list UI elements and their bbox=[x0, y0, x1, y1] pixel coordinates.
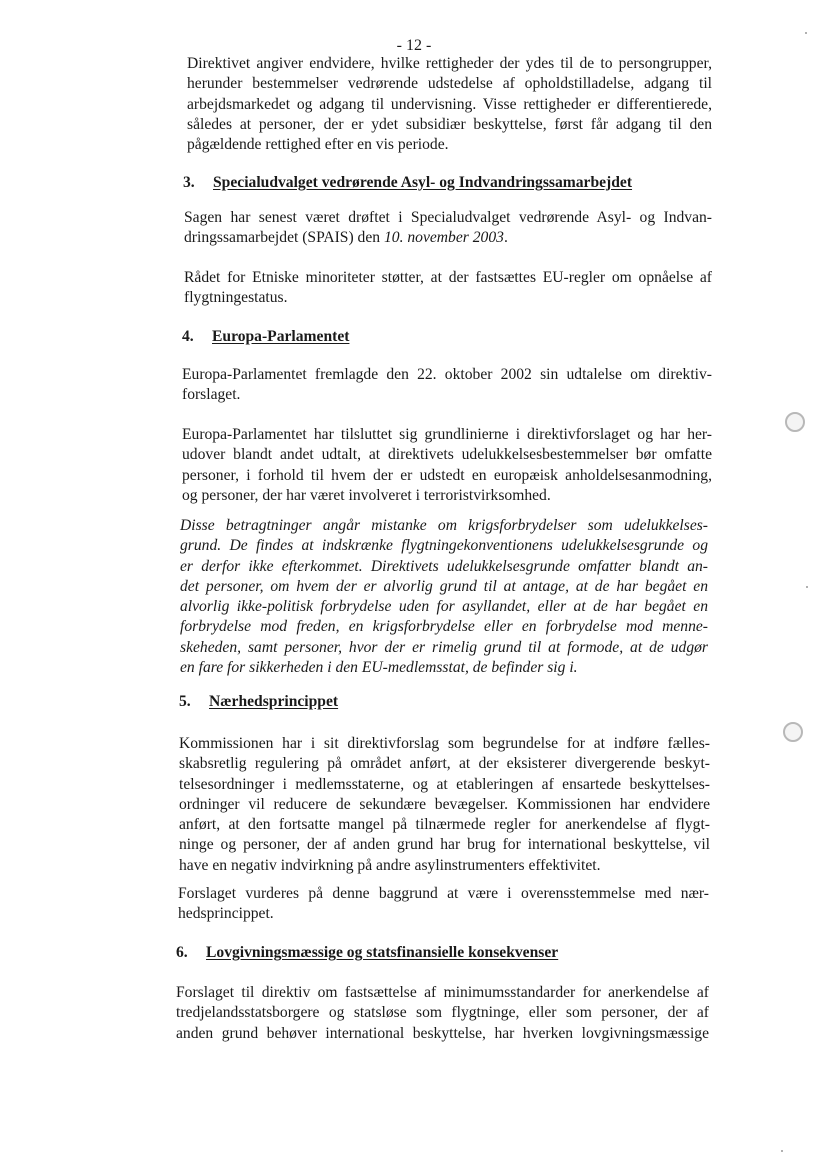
section-title: Nærhedsprincippet bbox=[209, 693, 339, 710]
text-line: Europa-Parlamentet har tilsluttet sig grundlinierne i direktivforslaget og har her- bbox=[182, 426, 712, 443]
intro-paragraph bbox=[187, 54, 712, 155]
text-line: Sagen har senest været drøftet i Specialudvalget vedrørende Asyl- og Indvan- bbox=[184, 209, 712, 226]
section-4-paragraph-2 bbox=[182, 425, 712, 506]
text-line: grund. De findes at indskrænke flygtningekonventionens udelukkelsesgrunde og bbox=[180, 537, 708, 555]
text-line: en fare for sikkerheden i den EU-medlemsstat, de befinder sig i. bbox=[180, 659, 578, 677]
text-line: anført, at den fortsatte mangel på tilnærmede regler for anerkendelse af flygt- bbox=[179, 816, 710, 834]
section-number: 6. bbox=[176, 944, 188, 961]
text-line: anden grund behøver international beskyttelse, har hverken lovgivningsmæssige bbox=[176, 1024, 709, 1042]
scan-speck bbox=[806, 586, 808, 588]
text-line: skeheden, samt personer, hvor der er rimelig grund til at formode, at de udgør bbox=[180, 638, 708, 656]
text-line bbox=[184, 228, 712, 248]
text-line: have en negativ indvirkning på andre asylinstrumenters effektivitet. bbox=[179, 856, 601, 874]
section-4-paragraph-1 bbox=[182, 365, 712, 406]
text-line: Disse betragtninger angår mistanke om krigsforbrydelser som udelukkelses- bbox=[180, 517, 708, 534]
section-5-paragraph-2 bbox=[178, 884, 709, 925]
page-number: - 12 - bbox=[396, 37, 432, 54]
text-line: personer, i forhold til hvem der er udstedt en europæisk anholdelsesanmodning, bbox=[182, 466, 712, 484]
section-6-heading bbox=[176, 944, 558, 962]
text-line: Forslaget vurderes på denne baggrund at være i overensstemmelse med nær- bbox=[178, 885, 709, 902]
section-5-heading bbox=[179, 693, 338, 711]
text-line: udover blandt andet udtalt, at direktivets udelukkelsesbestemmelser bør omfatte bbox=[182, 446, 712, 464]
punch-hole-icon bbox=[785, 412, 805, 432]
text-line: ordninger vil reducere de sekundære bevægelser. Kommissionen har endvidere bbox=[179, 795, 710, 813]
text-line: Direktivet angiver endvidere, hvilke rettigheder der ydes til de to persongrupper, bbox=[187, 55, 712, 72]
text-line: skabsretlig regulering på området anført, at der eksisterer divergerende beskyt- bbox=[179, 755, 710, 773]
section-3-heading bbox=[183, 174, 632, 192]
section-3-paragraph-2 bbox=[184, 268, 712, 309]
text-fragment: dringssamarbejdet (SPAIS) den bbox=[184, 229, 384, 247]
text-line: således at personer, der er ydet subsidiær beskyttelse, først får adgang til den bbox=[187, 115, 712, 133]
text-line: herunder bestemmelser vedrørende udstedelse af opholdstilladelse, adgang til bbox=[187, 75, 712, 93]
text-line: Europa-Parlamentet fremlagde den 22. oktober 2002 sin udtalelse om direktiv- bbox=[182, 366, 712, 383]
section-title: Europa-Parlamentet bbox=[212, 328, 350, 345]
scan-speck bbox=[805, 32, 807, 34]
text-line: Kommissionen har i sit direktivforslag som begrundelse for at indføre fælles- bbox=[179, 735, 710, 752]
text-line: alvorlig ikke-politisk forbrydelse uden for asyllandet, eller at de har begået en bbox=[180, 598, 708, 616]
section-5-paragraph-1 bbox=[179, 734, 710, 876]
text-line: pågældende rettighed efter en vis periode. bbox=[187, 136, 449, 154]
text-fragment: . bbox=[503, 229, 508, 247]
section-number: 4. bbox=[182, 328, 194, 345]
section-number: 5. bbox=[179, 693, 191, 710]
scan-speck bbox=[781, 1150, 783, 1152]
punch-hole-icon bbox=[783, 722, 803, 742]
text-line: det personer, om hvem der er alvorlig grund til at antage, at de har begået en bbox=[180, 577, 708, 595]
text-line: tredjelandsstatsborgere og statsløse som flygtninge, eller som personer, der af bbox=[176, 1004, 709, 1022]
text-line: ninge og personer, der af anden grund har brug for international beskyttelse, vil bbox=[179, 836, 710, 854]
text-line: hedsprincippet. bbox=[178, 905, 274, 923]
section-title: Specialudvalget vedrørende Asyl- og Indvandringssamarbejdet bbox=[213, 174, 633, 191]
text-line: arbejdsmarkedet og adgang til undervisning. Visse rettigheder er differentierede, bbox=[187, 95, 712, 113]
section-4-heading bbox=[182, 328, 349, 346]
section-4-italic-comment bbox=[180, 516, 708, 678]
text-line: er derfor ikke efterkommet. Direktivets udelukkelsesgrunde omfatter blandt an- bbox=[180, 557, 708, 575]
text-line: forbrydelse mod freden, en krigsforbrydelse eller en forbrydelse mod menne- bbox=[180, 618, 708, 636]
text-line: flygtningestatus. bbox=[184, 289, 288, 307]
text-line: forslaget. bbox=[182, 386, 241, 404]
text-line: telsesordninger i medlemsstaterne, og at etableringen af ensartede beskyttelses- bbox=[179, 775, 710, 793]
section-6-paragraph-1 bbox=[176, 983, 709, 1044]
section-title: Lovgivningsmæssige og statsfinansielle konsekvenser bbox=[206, 944, 559, 961]
text-line: Rådet for Etniske minoriteter støtter, at der fastsættes EU-regler om opnåelse af bbox=[184, 269, 712, 286]
text-line: Forslaget til direktiv om fastsættelse af minimumsstandarder for anerkendelse af bbox=[176, 984, 709, 1001]
section-number: 3. bbox=[183, 174, 195, 191]
section-3-paragraph-1 bbox=[184, 208, 712, 249]
text-line: og personer, der har været involveret i terroristvirksomhed. bbox=[182, 486, 551, 504]
meeting-date: 10. november 2003 bbox=[383, 229, 504, 247]
